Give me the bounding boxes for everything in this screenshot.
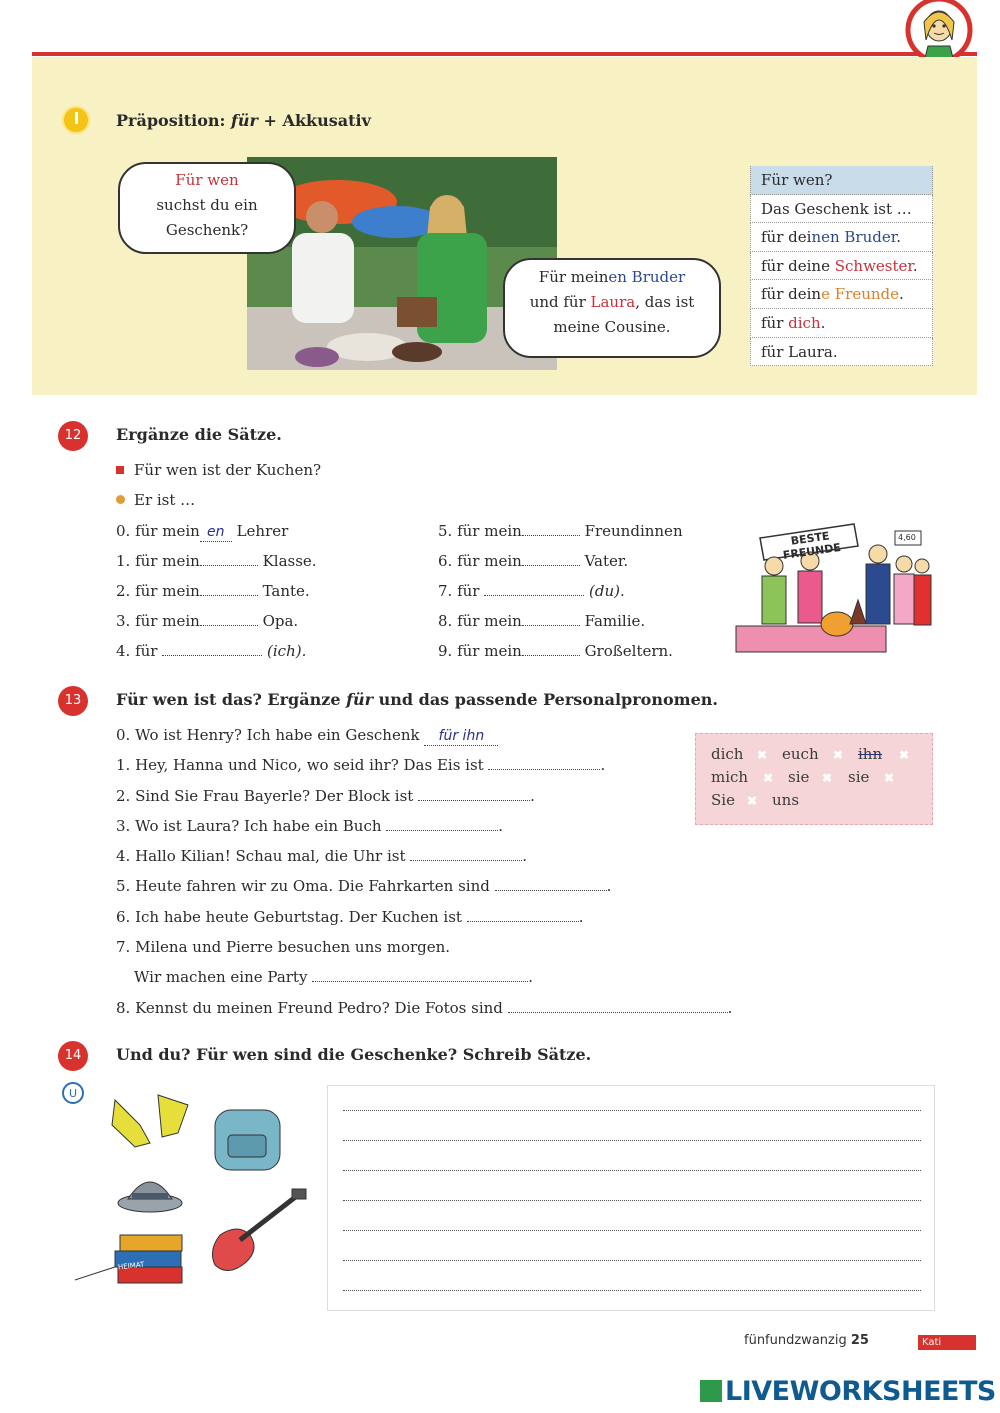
exercise-13-title: Für wen ist das? Ergänze für und das passende Personalpronomen. bbox=[116, 690, 718, 709]
header-red-line bbox=[32, 52, 977, 56]
friends-illustration bbox=[732, 516, 932, 658]
ex12-item-9: 9. für mein Großeltern. bbox=[438, 642, 673, 660]
ex13-item-8: 8. Kennst du meinen Freund Pedro? Die Fotos sind . bbox=[116, 999, 733, 1017]
ex13-item-5: 5. Heute fahren wir zu Oma. Die Fahrkarten sind . bbox=[116, 877, 612, 895]
ex12-item-3: 3. für mein Opa. bbox=[116, 612, 299, 630]
square-bullet-icon bbox=[116, 466, 124, 474]
friends-sign: BESTE FREUNDE bbox=[782, 529, 842, 562]
hat-icon bbox=[118, 1182, 182, 1212]
pronoun-word[interactable]: Sie bbox=[711, 791, 735, 809]
ex13-blank-4[interactable] bbox=[410, 846, 522, 861]
round-bullet-icon bbox=[116, 495, 125, 504]
pronoun-word[interactable]: sie bbox=[788, 768, 810, 786]
hint-icon[interactable]: U bbox=[62, 1082, 84, 1104]
writing-line[interactable] bbox=[343, 1110, 921, 1111]
book-label: HEIMAT bbox=[117, 1260, 145, 1272]
ex13-blank-8[interactable] bbox=[508, 998, 728, 1013]
table-row: Das Geschenk ist … bbox=[750, 195, 933, 224]
table-row: für deine Freunde. bbox=[750, 280, 933, 309]
pronoun-word[interactable]: sie bbox=[848, 768, 870, 786]
grammar-table bbox=[750, 166, 933, 366]
liveworksheets-logo[interactable]: LIVEWORKSHEETS bbox=[700, 1376, 996, 1407]
exercise-12-title: Ergänze die Sätze. bbox=[116, 425, 282, 444]
ex12-question: Für wen ist der Kuchen? bbox=[134, 461, 322, 479]
bubble1-line3: Geschenk? bbox=[165, 221, 249, 239]
writing-line[interactable] bbox=[343, 1260, 921, 1261]
ex12-blank-1[interactable] bbox=[200, 551, 258, 566]
ex13-blank-3[interactable] bbox=[386, 816, 498, 831]
ex12-item-0: 0. für mein en Lehrer bbox=[116, 522, 289, 540]
writing-line[interactable] bbox=[343, 1200, 921, 1201]
writing-line[interactable] bbox=[343, 1290, 921, 1291]
ex13-fill-0[interactable]: für ihn bbox=[424, 731, 498, 746]
pronoun-word[interactable]: euch bbox=[782, 745, 819, 763]
ex12-answer-start: Er ist … bbox=[134, 491, 196, 509]
ex12-blank-6[interactable] bbox=[522, 551, 580, 566]
pronoun-word[interactable]: mich bbox=[711, 768, 749, 786]
exercise-14-badge: 14 bbox=[58, 1041, 88, 1071]
info-icon bbox=[62, 106, 90, 134]
backpack-icon bbox=[215, 1110, 280, 1170]
bubble2-line1: Für meinen Bruder bbox=[538, 268, 686, 286]
bubble1-line1: Für wen bbox=[175, 171, 239, 189]
ex13-blank-6[interactable] bbox=[467, 907, 579, 922]
ex13-blank-5[interactable] bbox=[495, 876, 607, 891]
ex12-fill-0[interactable]: en bbox=[200, 527, 232, 542]
pronoun-word[interactable]: dich bbox=[711, 745, 744, 763]
question-bubble bbox=[118, 162, 296, 254]
ex13-blank-1[interactable] bbox=[488, 755, 600, 770]
ex12-item-8: 8. für mein Familie. bbox=[438, 612, 646, 630]
bubble2-line2: und für Laura, das ist bbox=[529, 293, 695, 311]
ex12-item-6: 6. für mein Vater. bbox=[438, 552, 629, 570]
ex12-item-7: 7. für (du). bbox=[438, 582, 625, 600]
ex13-blank-2[interactable] bbox=[418, 786, 530, 801]
ex13-item-3: 3. Wo ist Laura? Ich habe ein Buch . bbox=[116, 817, 504, 835]
answer-bubble bbox=[503, 258, 721, 358]
ex13-item-0: 0. Wo ist Henry? Ich habe ein Geschenk für ihn bbox=[116, 725, 498, 746]
kati-avatar-icon bbox=[902, 0, 976, 62]
ex12-item-4: 4. für (ich). bbox=[116, 642, 307, 660]
ex13-item-2: 2. Sind Sie Frau Bayerle? Der Block ist . bbox=[116, 787, 535, 805]
ex13-item-6: 6. Ich habe heute Geburtstag. Der Kuchen ist . bbox=[116, 908, 584, 926]
ex13-item-4: 4. Hallo Kilian! Schau mal, die Uhr ist . bbox=[116, 847, 528, 865]
table-row: für deinen Bruder. bbox=[750, 223, 933, 252]
sneakers-icon bbox=[112, 1095, 188, 1147]
kati-tag: Kati bbox=[918, 1335, 976, 1350]
exercise-13-badge: 13 bbox=[58, 686, 88, 716]
ex13-item-7: 7. Milena und Pierre besuchen uns morgen. bbox=[116, 938, 451, 956]
ex12-item-1: 1. für mein Klasse. bbox=[116, 552, 317, 570]
table-row: für Laura. bbox=[750, 338, 933, 367]
books-icon bbox=[75, 1235, 182, 1283]
price-tag: 4,60 bbox=[898, 533, 916, 542]
bubble2-line3: meine Cousine. bbox=[553, 318, 671, 336]
bubble1-line2: suchst du ein bbox=[156, 196, 258, 214]
ex12-blank-5[interactable] bbox=[522, 521, 580, 536]
table-row: für dich. bbox=[750, 309, 933, 338]
writing-line[interactable] bbox=[343, 1230, 921, 1231]
ex13-item-7b: Wir machen eine Party . bbox=[134, 968, 533, 986]
ex12-blank-4[interactable] bbox=[162, 641, 262, 656]
exercise-12-badge: 12 bbox=[58, 421, 88, 451]
pronoun-word[interactable]: ihn bbox=[858, 745, 883, 763]
gifts-illustration bbox=[70, 1085, 310, 1295]
table-row: für deine Schwester. bbox=[750, 252, 933, 281]
writing-area[interactable] bbox=[327, 1085, 935, 1311]
logo-icon bbox=[700, 1380, 722, 1402]
page-footer: fünfundzwanzig 25 bbox=[744, 1333, 869, 1348]
ex12-blank-8[interactable] bbox=[522, 611, 580, 626]
ex12-blank-3[interactable] bbox=[200, 611, 258, 626]
writing-line[interactable] bbox=[343, 1170, 921, 1171]
pronoun-word[interactable]: uns bbox=[772, 791, 800, 809]
ex12-blank-7[interactable] bbox=[484, 581, 584, 596]
ex12-item-2: 2. für mein Tante. bbox=[116, 582, 310, 600]
ex12-blank-2[interactable] bbox=[200, 581, 258, 596]
ex12-item-5: 5. für mein Freundinnen bbox=[438, 522, 683, 540]
exercise-14-title: Und du? Für wen sind die Geschenke? Schreib Sätze. bbox=[116, 1045, 592, 1064]
ex13-blank-7[interactable] bbox=[312, 967, 528, 982]
ex13-item-1: 1. Hey, Hanna und Nico, wo seid ihr? Das Eis ist . bbox=[116, 756, 606, 774]
writing-line[interactable] bbox=[343, 1140, 921, 1141]
grammar-title: Präposition: für + Akkusativ bbox=[116, 111, 371, 130]
pronoun-box: dich ✖ euch ✖ ihn ✖ mich ✖ sie ✖ sie ✖ Sie ✖ uns bbox=[695, 733, 933, 825]
table-head: Für wen? bbox=[750, 166, 933, 195]
guitar-icon bbox=[212, 1189, 306, 1271]
ex12-blank-9[interactable] bbox=[522, 641, 580, 656]
